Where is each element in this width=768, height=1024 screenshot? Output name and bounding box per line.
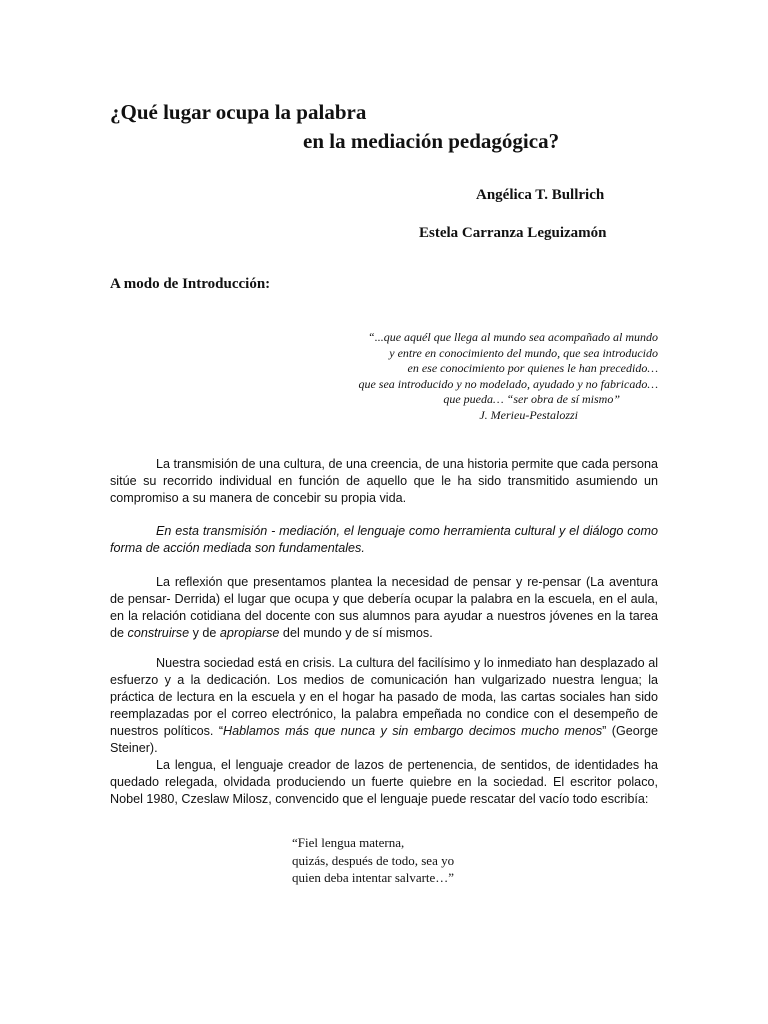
paragraph-3	[110, 574, 658, 642]
closing-quote-line: “Fiel lengua materna,	[292, 835, 405, 850]
title-line-2: en la mediación pedagógica?	[303, 129, 560, 153]
paragraph-3-block	[110, 574, 658, 642]
paragraph-4	[110, 655, 658, 757]
paragraph-2: En esta transmisión - mediación, el lenguaje como herramienta cultural y el diálogo como forma de acción mediada son fundamentales.	[110, 524, 658, 555]
paragraph-1-block	[110, 456, 658, 507]
epigraph-citation: J. Merieu-Pestalozzi	[479, 407, 578, 422]
closing-quote-line: quien deba intentar salvarte…”	[292, 870, 455, 885]
paragraph-2-block	[110, 523, 658, 557]
epigraph-line: que sea introducido y no modelado, ayudado y no fabricado…	[358, 376, 658, 391]
epigraph	[358, 330, 658, 423]
author-1: Angélica T. Bullrich	[476, 187, 605, 203]
closing-quote	[292, 834, 454, 887]
section-heading: A modo de Introducción:	[110, 276, 271, 292]
paragraph-4-text: ” (George Steiner).	[110, 724, 658, 755]
paragraph-4-block	[110, 655, 658, 808]
paragraph-3-text: del mundo y de sí mismos.	[279, 626, 433, 640]
paragraph-3-text: y de	[189, 626, 220, 640]
paragraph-1: La transmisión de una cultura, de una creencia, de una historia permite que cada persona sitúe su recorrido individual en función de aquello que le ha sido transmitido asumiendo un compromiso a su manera de concebir su propia vida.	[110, 457, 658, 505]
epigraph-line: y entre en conocimiento del mundo, que sea introducido	[389, 345, 658, 360]
paragraph-3-text: La reflexión que presentamos plantea la necesidad de pensar y re-pensar (La aventura de pensar- Derrida) el lugar que ocupa y que debería ocupar la palabra en la escuela, en el aula, en la relación cotidiana del docente con sus alumnos para ayudar a nuestros jóvenes en la tarea de	[110, 575, 658, 640]
steiner-quote: Hablamos más que nunca y sin embargo decimos mucho menos	[223, 724, 603, 738]
author-2: Estela Carranza Leguizamón	[419, 225, 607, 241]
emphasis-apropiarse: apropiarse	[219, 626, 280, 640]
epigraph-line: “...que aquél que llega al mundo sea acompañado al mundo	[368, 330, 658, 344]
epigraph-line: en ese conocimiento por quienes le han precedido…	[407, 361, 658, 375]
paragraph-5: La lengua, el lenguaje creador de lazos de pertenencia, de sentidos, de identidades ha quedado relegada, olvidada produciendo un fuerte quiebre en la sociedad. El escritor polaco, Nobel 1980, Czeslaw Milosz, convencido que el lenguaje puede rescatar del vacío todo escribía:	[110, 758, 658, 806]
closing-quote-line: quizás, después de todo, sea yo	[292, 852, 455, 868]
title-line-1: ¿Qué lugar ocupa la palabra	[110, 100, 367, 124]
paragraph-4-text: Nuestra sociedad está en crisis. La cultura del facilísimo y lo inmediato han desplazado al esfuerzo y a la dedicación. Los medios de comunicación han vulgarizado nuestra lengua; la práctica de lectura en la escuela y en el hogar ha pasado de moda, las cartas sociales han sido reemplazadas por el correo electrónico, la palabra empeñada no condice con el desempeño de nuestros políticos. “	[110, 656, 658, 738]
emphasis-construirse: construirse	[127, 626, 190, 640]
epigraph-line: que pueda… “ser obra de sí mismo”	[443, 392, 620, 406]
